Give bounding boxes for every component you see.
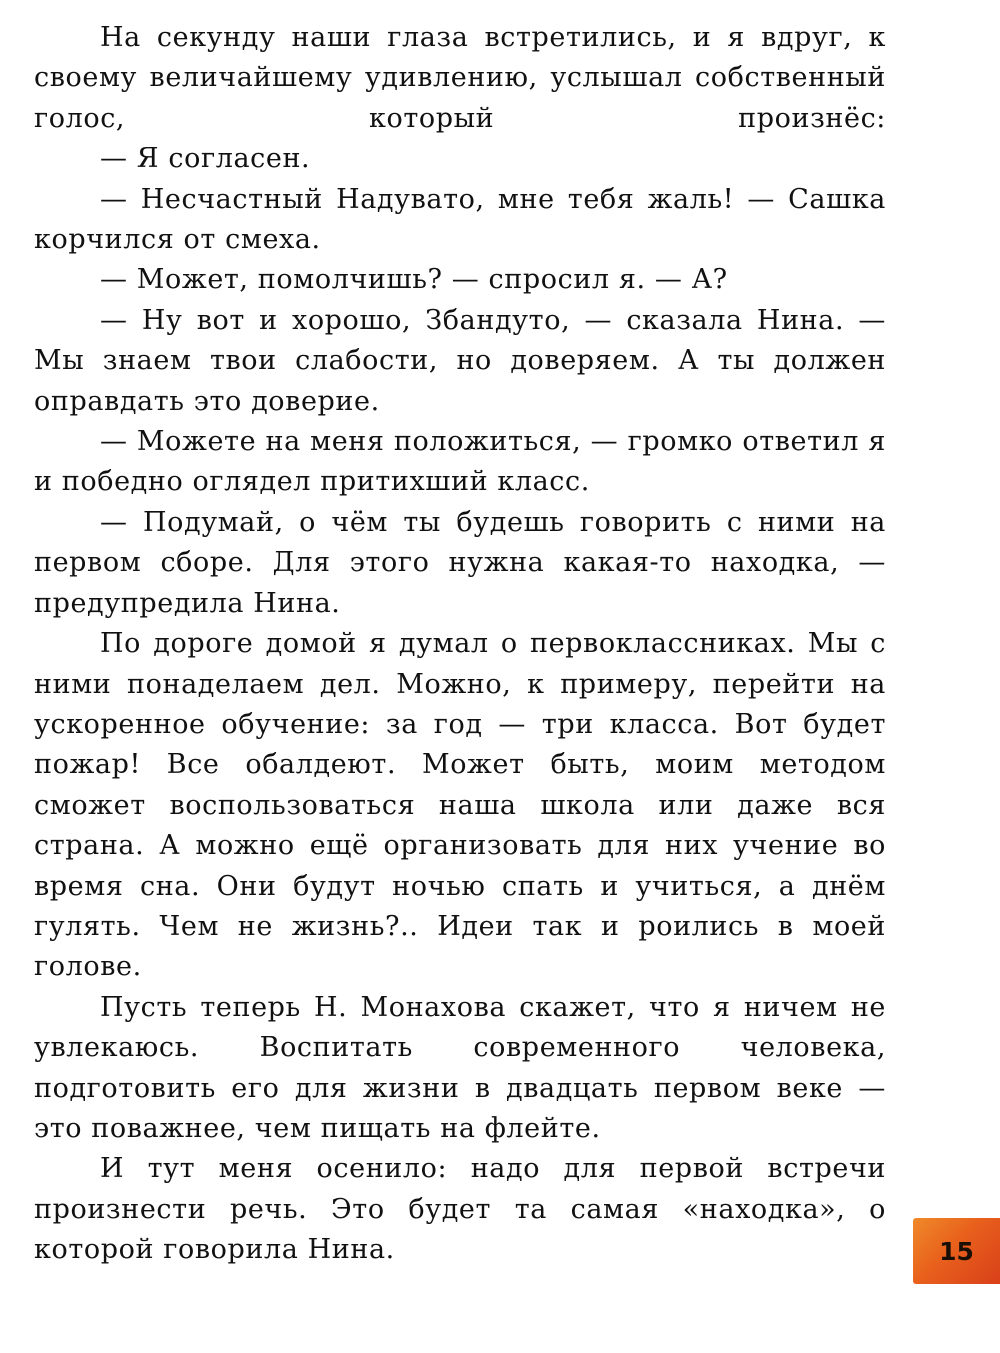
page-number: 15: [939, 1236, 974, 1266]
paragraph-2: — Я согласен.: [100, 143, 311, 175]
paragraph-7: — Подумай, о чём ты будешь говорить с ними на первом сборе. Для этого нужна какая-то находка, — предупредила Нина.: [34, 506, 886, 619]
page-text: [34, 18, 886, 1271]
paragraph-10: И тут меня осенило: надо для первой встречи произнести речь. Это будет та самая «находка», о которой говорила Нина.: [34, 1153, 886, 1266]
paragraph-9: Пусть теперь Н. Монахова скажет, что я ничем не увлекаюсь. Воспитать современного человека, подготовить его для жизни в двадцать первом веке — это поважнее, чем пищать на флейте.: [34, 991, 886, 1144]
page-number-badge: [913, 1218, 1000, 1284]
paragraph-8: По дороге домой я думал о первоклассниках. Мы с ними понаделаем дел. Можно, к примеру, перейти на ускоренное обучение: за год — три класса. Вот будет пожар! Все обалдеют. Может быть, моим методом сможет воспользоваться наша школа или даже вся страна. А можно ещё организовать для них учение во время сна. Они будут ночью спать и учиться, а днём гулять. Чем не жизнь?.. Идеи так и роились в моей голове.: [34, 628, 886, 983]
paragraph-5: — Ну вот и хорошо, Збандуто, — сказала Нина. — Мы знаем твои слабости, но доверяем. А ты должен оправдать это доверие.: [34, 304, 886, 417]
paragraph-3: — Несчастный Надувато, мне тебя жаль! — Сашка корчился от смеха.: [34, 183, 886, 256]
paragraph-4: — Может, помолчишь? — спросил я. — А?: [100, 264, 728, 296]
paragraph-1: На секунду наши глаза встретились, и я вдруг, к своему величайшему удивлению, услышал собственный голос, который произнёс:: [34, 22, 886, 134]
paragraph-6: — Можете на меня положиться, — громко ответил я и победно оглядел притихший класс.: [34, 426, 886, 498]
